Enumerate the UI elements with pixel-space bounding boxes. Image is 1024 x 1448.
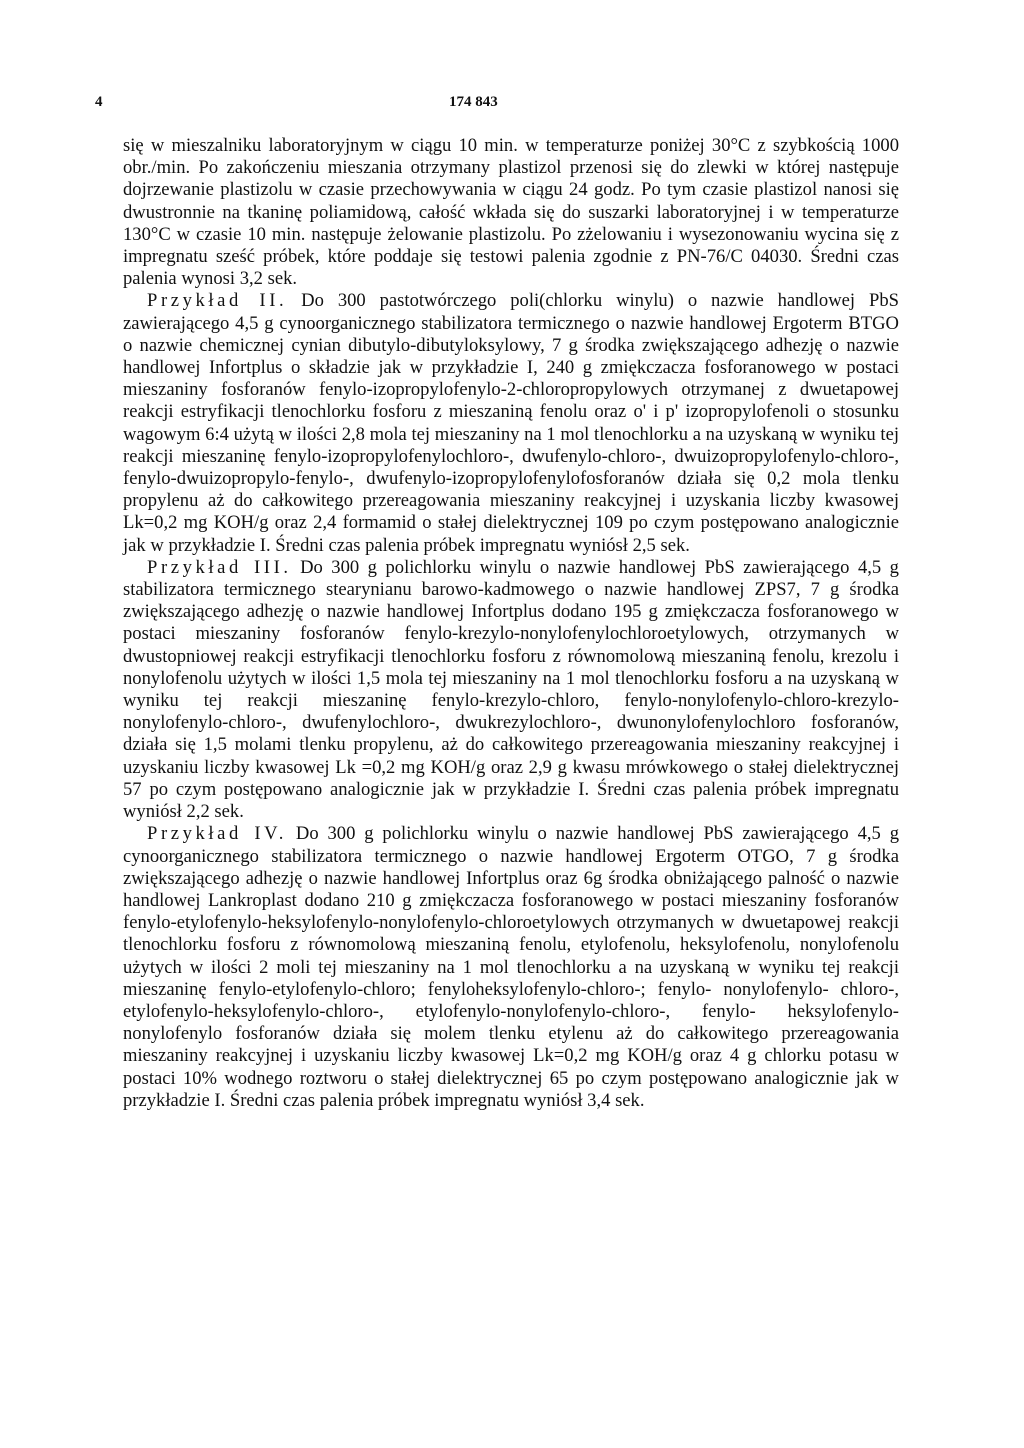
example-label: Przykład II.: [147, 290, 288, 312]
page-number: 4: [95, 94, 103, 110]
example-label: Przykład IV.: [147, 823, 288, 845]
paragraph-example-3: [123, 557, 899, 823]
paragraph-text: Do 300 g polichlorku winylu o nazwie handlowej PbS zawierającego 4,5 g stabilizatora termicznego stearynianu barowo-kadmowego o nazwie handlowej ZPS7, 7 g środka zwiększającego adhezję o nazwie handlowej Infortplus dodano 195 g zmiękczacza fosforanowego w postaci mieszaniny fosforanów fenylo-krezylo-nonylofenylochloroetylowych, otrzymanych w dwustopniowej reakcji estryfikacji tlenochlorku fosforu z równomolową mieszaniną fenolu, krezolu i nonylofenolu użytych w ilości 1,5 mola tej mieszaniny na 1 mol tlenochlorku fosforu a na uzyskaną w wyniku tej reakcji mieszaninę fenylo-krezylo-chloro, fenylo-nonylofenylo-chloro-krezylo-nonylofenylo-chloro-, dwufenylochloro-, dwukrezylochloro-, dwunonylofenylochloro fosforanów, działa się 1,5 molami tlenku propylenu, aż do całkowitego przereagowania mieszaniny reakcyjnej i uzyskaniu liczby kwasowej Lk =0,2 mg KOH/g oraz 2,9 g kwasu mrówkowego o stałej dielektrycznej 57 po czym postępowano analogicznie jak w przykładzie I. Średni czas palenia próbek impregnatu wyniósł 2,2 sek.: [123, 556, 899, 823]
page-header: [95, 94, 899, 114]
paragraph-text: Do 300 g polichlorku winylu o nazwie handlowej PbS zawierającego 4,5 g cynoorganicznego stabilizatora termicznego o nazwie handlowej Ergoterm OTGO, 7 g środka zwiększającego adhezję o nazwie handlowej Infortplus oraz 6g środka obniżającego palność o nazwie handlowej Lankroplast dodano 210 g zmiękczacza fosforanowego w postaci mieszaniny fosforanów fenylo-etylofenylo-heksylofenylo-nonylofenylo-chloroetylowych otrzymanych w dwuetapowej reakcji tlenochlorku fosforu z równomolową mieszaniną fenolu, etylofenolu, heksylofenolu, nonylofenolu użytych w ilości 2 moli tej mieszaniny na 1 mol tlenochlorku a na uzyskaną w wyniku tej reakcji mieszaninę fenylo-etylofenylo-chloro; fenyloheksylofenylo-chloro-; fenylo- nonylofenylo- chloro-, etylofenylo-heksylofenylo-chloro-, etylofenylo-nonylofenylo-chloro-, fenylo- heksylofenylo-nonylofenylo fosforanów działa się molem tlenku etylenu aż do całkowitego przereagowania mieszaniny reakcyjnej i uzyskaniu liczby kwasowej Lk=0,2 mg KOH/g oraz 4 g chlorku potasu w postaci 10% wodnego roztworu o stałej dielektrycznej 65 po czym postępowano analogicznie jak w przykładzie I. Średni czas palenia próbek impregnatu wyniósł 3,4 sek.: [123, 823, 899, 1111]
paragraph-text: Do 300 pastotwórczego poli(chlorku winylu) o nazwie handlowej PbS zawierającego 4,5 g cynoorganicznego stabilizatora termicznego o nazwie handlowej Ergoterm BTGO o nazwie chemicznej cynian dibutylo-dibutyloksylowy, 7 g środka zwiększającego adhezję o nazwie handlowej Infortplus o składzie jak w przykładzie I, 240 g zmiękczacza fosforanowego w postaci mieszaniny fosforanów fenylo-izopropylofenylo-2-chloropropylowych otrzymanej z dwuetapowej reakcji estryfikacji tlenochlorku fosforu z mieszaniną fenolu oraz o' i p' izopropylofenoli o stosunku wagowym 6:4 użytą w ilości 2,8 mola tej mieszaniny na 1 mol tlenochlorku a na uzyskaną w wyniku tej reakcji mieszaninę fenylo-izopropylofenylochloro-, dwufenylo-chloro-, dwuizopropylofenylo-chloro-, fenylo-dwuizopropylo-fenylo-, dwufenylo-izopropylofenylofosforanów działa się 0,2 mola tlenku propylenu aż do całkowitego przereagowania mieszaniny reakcyjnej i uzyskania liczby kwasowej Lk=0,2 mg KOH/g oraz 2,4 formamid o stałej dielektrycznej 109 po czym postępowano analogicznie jak w przykładzie I. Średni czas palenia próbek impregnatu wyniósł 2,5 sek.: [123, 290, 899, 556]
paragraph-text: się w mieszalniku laboratoryjnym w ciągu 10 min. w temperaturze poniżej 30°C z szybkością 1000 obr./min. Po zakończeniu mieszania otrzymany plastizol przenosi się do zlewki w której następuje dojrzewanie plastizolu w czasie przechowywania w ciągu 24 godz. Po tym czasie plastizol nanosi się dwustronnie na tkaninę poliamidową, całość wkłada się do suszarki laboratoryjnej i w temperaturze 130°C w czasie 10 min. następuje żelowanie plastizolu. Po zżelowaniu i wysezonowaniu wycina się z impregnatu sześć próbek, które poddaje się testowi palenia zgodnie z PN-76/C 04030. Średni czas palenia wynosi 3,2 sek.: [123, 135, 899, 290]
paragraph-continuation: [123, 135, 899, 290]
paragraph-example-4: [123, 823, 899, 1112]
body-text: [123, 135, 899, 1112]
document-number: 174 843: [449, 94, 498, 110]
paragraph-example-2: [123, 290, 899, 556]
example-label: Przykład III.: [147, 556, 292, 578]
